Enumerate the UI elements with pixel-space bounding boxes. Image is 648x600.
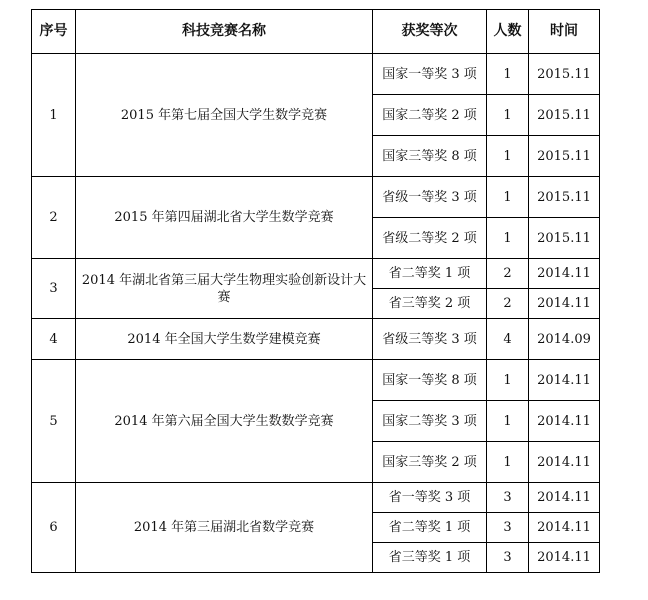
table-row	[32, 319, 600, 360]
row-index: 6	[32, 483, 76, 573]
table-row	[32, 177, 600, 218]
table-row	[32, 54, 600, 95]
award-count: 1	[487, 401, 529, 442]
award-time: 2014.11	[529, 259, 600, 289]
row-index: 1	[32, 54, 76, 177]
table-row	[32, 259, 600, 289]
award-time: 2014.11	[529, 401, 600, 442]
award-level: 省级二等奖 2 项	[373, 218, 487, 259]
competition-name: 2014 年第三届湖北省数学竞赛	[76, 483, 373, 573]
awards-table	[31, 9, 600, 573]
award-level: 国家三等奖 8 项	[373, 136, 487, 177]
award-time: 2014.09	[529, 319, 600, 360]
award-time: 2015.11	[529, 95, 600, 136]
award-level: 省一等奖 3 项	[373, 483, 487, 513]
competition-name: 2015 年第七届全国大学生数学竞赛	[76, 54, 373, 177]
award-time: 2015.11	[529, 177, 600, 218]
award-level: 省二等奖 1 项	[373, 259, 487, 289]
award-time: 2015.11	[529, 218, 600, 259]
header-time: 时间	[529, 10, 600, 54]
row-index: 2	[32, 177, 76, 259]
header-row	[32, 10, 600, 54]
award-count: 2	[487, 289, 529, 319]
award-level: 国家三等奖 2 项	[373, 442, 487, 483]
award-time: 2015.11	[529, 136, 600, 177]
award-time: 2014.11	[529, 543, 600, 573]
award-time: 2014.11	[529, 289, 600, 319]
award-count: 1	[487, 95, 529, 136]
table-row	[32, 483, 600, 513]
award-level: 国家一等奖 8 项	[373, 360, 487, 401]
award-count: 1	[487, 442, 529, 483]
award-count: 1	[487, 360, 529, 401]
award-count: 1	[487, 218, 529, 259]
award-level: 省二等奖 1 项	[373, 513, 487, 543]
competition-name: 2015 年第四届湖北省大学生数学竞赛	[76, 177, 373, 259]
table-row	[32, 360, 600, 401]
award-level: 省三等奖 1 项	[373, 543, 487, 573]
award-time: 2014.11	[529, 442, 600, 483]
award-level: 国家二等奖 2 项	[373, 95, 487, 136]
award-count: 1	[487, 177, 529, 218]
row-index: 4	[32, 319, 76, 360]
award-time: 2014.11	[529, 513, 600, 543]
row-index: 3	[32, 259, 76, 319]
header-award: 获奖等次	[373, 10, 487, 54]
competition-name: 2014 年全国大学生数学建模竞赛	[76, 319, 373, 360]
award-count: 4	[487, 319, 529, 360]
row-index: 5	[32, 360, 76, 483]
award-level: 国家一等奖 3 项	[373, 54, 487, 95]
award-count: 3	[487, 543, 529, 573]
award-level: 省三等奖 2 项	[373, 289, 487, 319]
header-competition: 科技竞赛名称	[76, 10, 373, 54]
award-time: 2015.11	[529, 54, 600, 95]
award-time: 2014.11	[529, 483, 600, 513]
award-level: 省级三等奖 3 项	[373, 319, 487, 360]
award-time: 2014.11	[529, 360, 600, 401]
award-count: 3	[487, 513, 529, 543]
award-count: 3	[487, 483, 529, 513]
award-level: 省级一等奖 3 项	[373, 177, 487, 218]
award-count: 1	[487, 54, 529, 95]
header-count: 人数	[487, 10, 529, 54]
competition-name: 2014 年湖北省第三届大学生物理实验创新设计大赛	[76, 259, 373, 319]
award-count: 1	[487, 136, 529, 177]
award-count: 2	[487, 259, 529, 289]
award-level: 国家二等奖 3 项	[373, 401, 487, 442]
competition-name: 2014 年第六届全国大学生数数学竞赛	[76, 360, 373, 483]
header-index: 序号	[32, 10, 76, 54]
